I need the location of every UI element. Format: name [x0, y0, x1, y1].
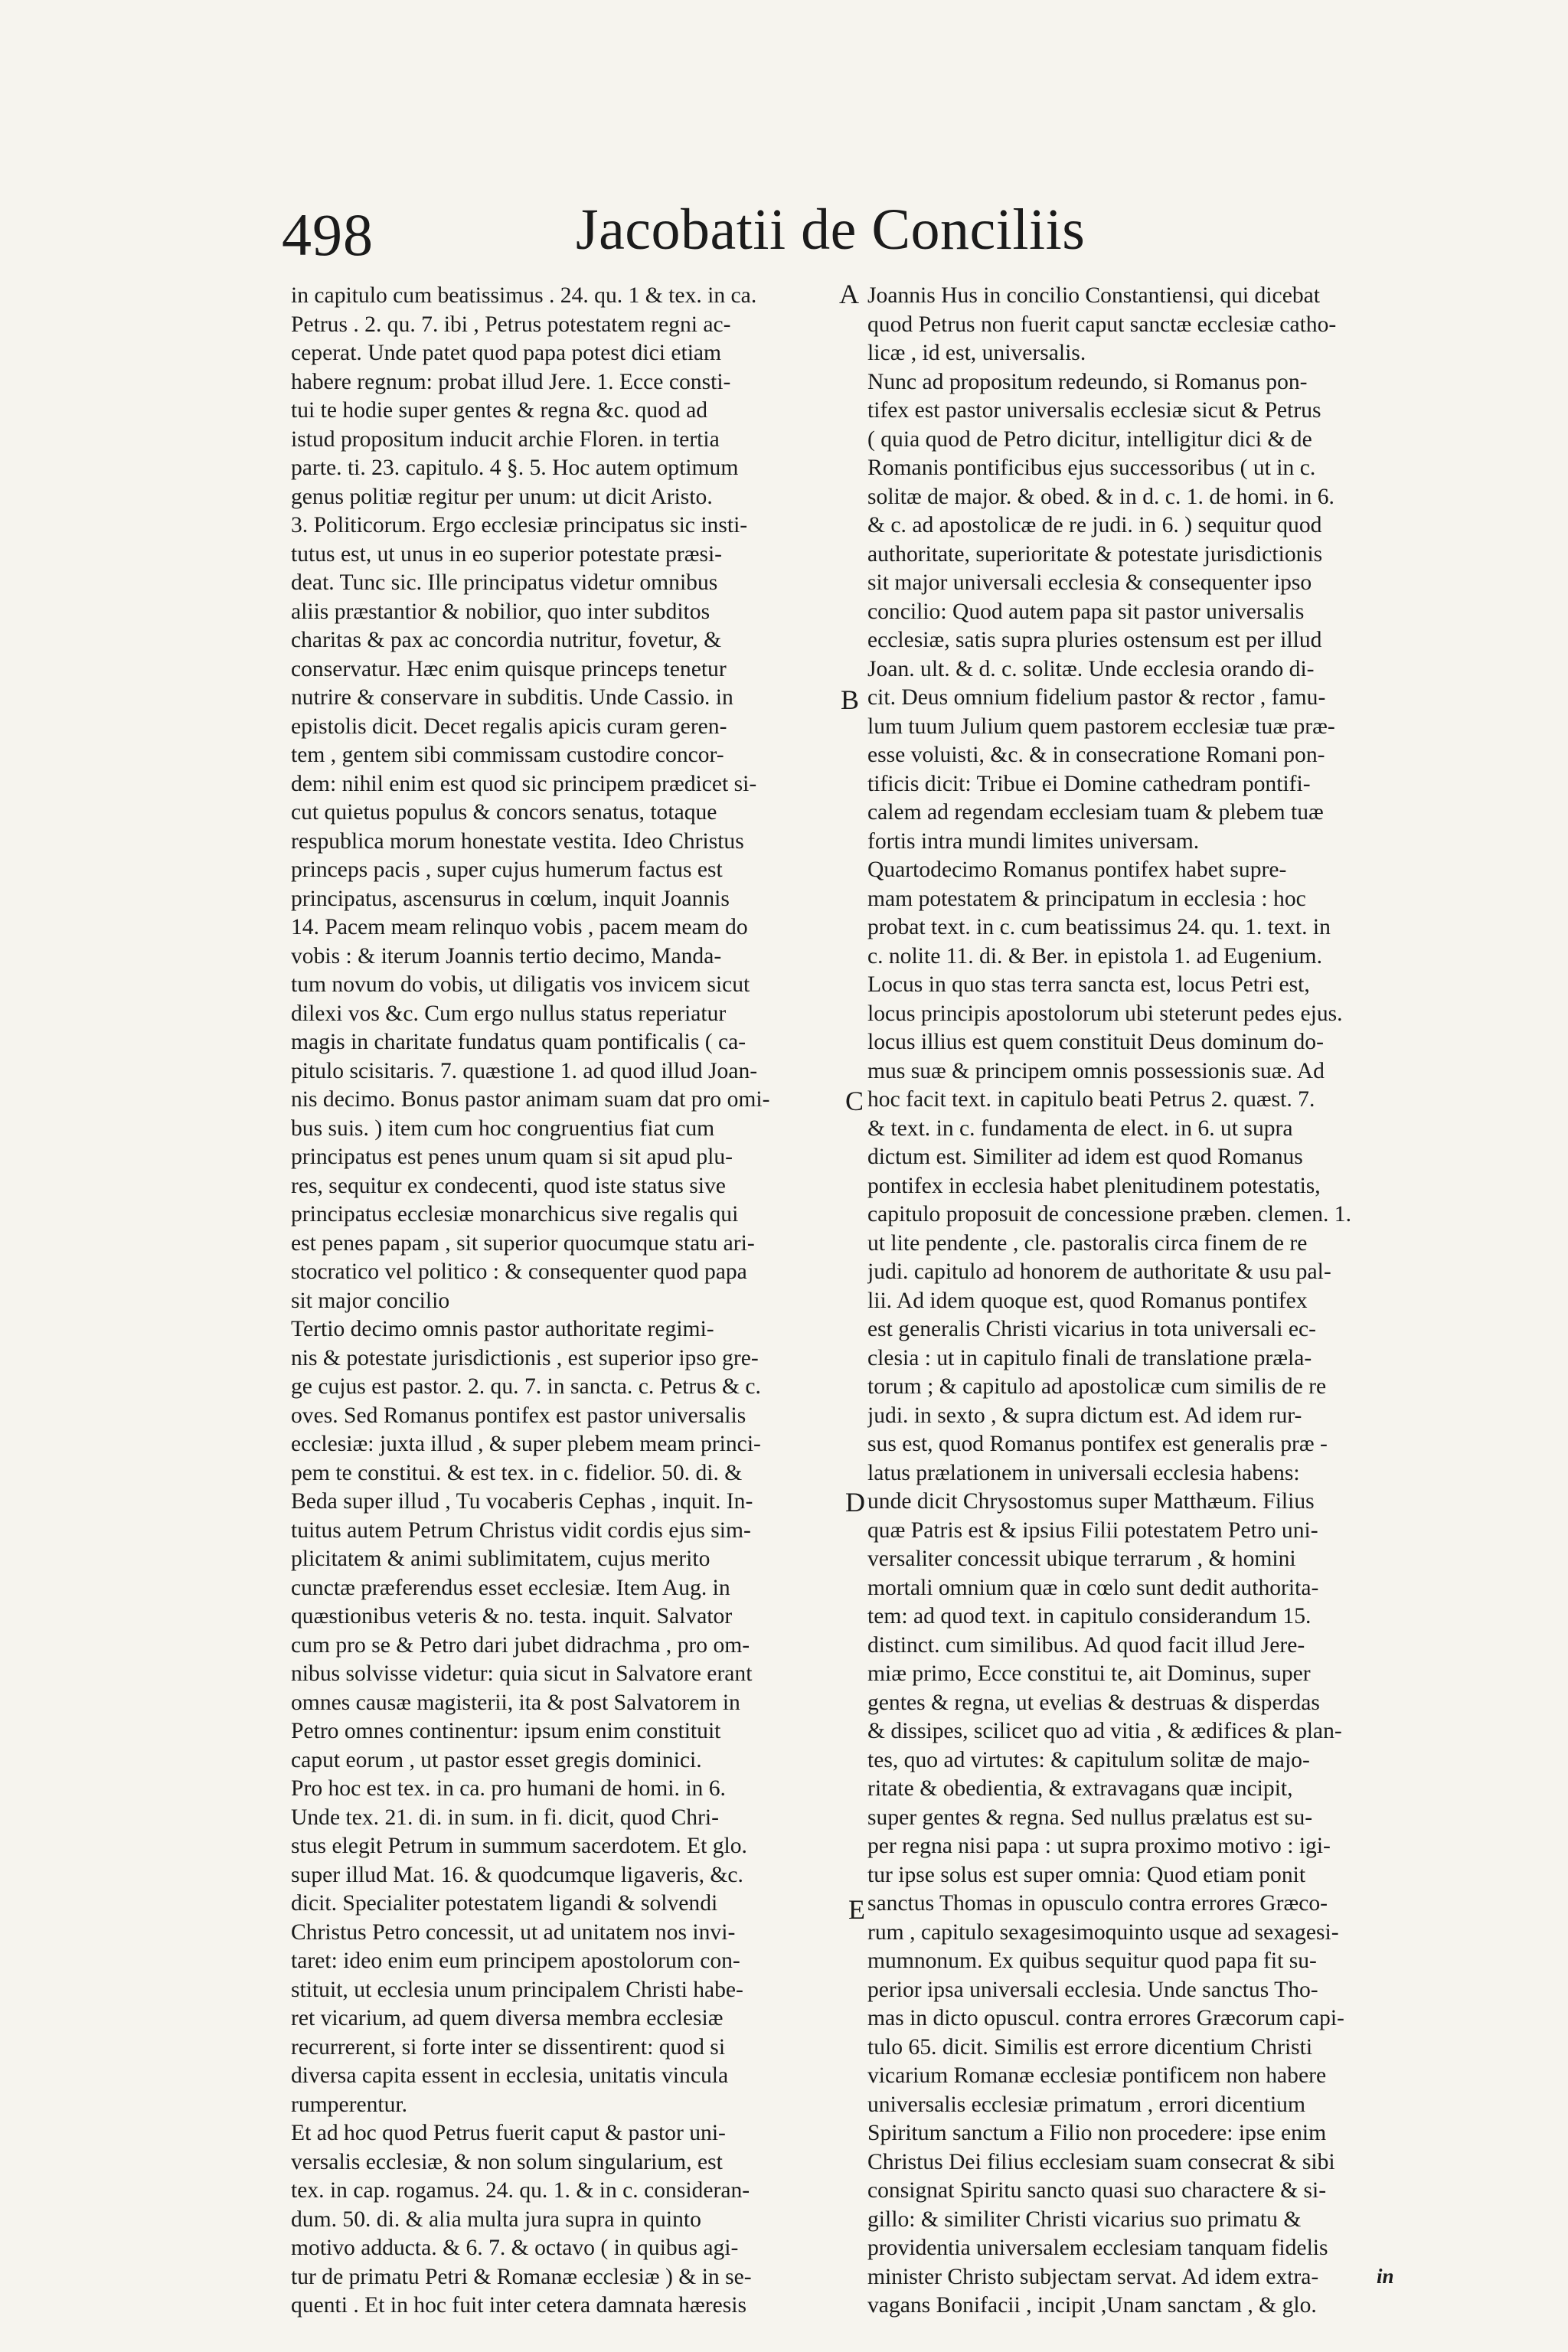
text-line: oves. Sed Romanus pontifex est pastor universalis — [291, 1403, 746, 1428]
text-line: principatus est penes unum quam si sit apud plu- — [291, 1145, 733, 1169]
text-line: ret vicarium, ad quem diversa membra ecclesiæ — [291, 2006, 724, 2030]
text-line: respublica morum honestate vestita. Ideo Christus — [291, 828, 744, 854]
text-line: capitulo proposuit de concessione præben. clemen. 1. — [867, 1202, 1351, 1227]
text-line: solitæ de major. & obed. & in d. c. 1. de homi. in 6. — [867, 484, 1334, 509]
text-line: sanctus Thomas in opusculo contra errores Græco- — [867, 1891, 1328, 1916]
left-text-column — [291, 282, 827, 2321]
text-line: ( quia quod de Petro dicitur, intelligitur dici & de — [867, 426, 1312, 452]
text-line: ceperat. Unde patet quod papa potest dici etiam — [291, 341, 722, 365]
text-line: super gentes & regna. Sed nullus prælatus est su- — [867, 1805, 1313, 1830]
text-line: ecclesiæ, satis supra pluries ostensum est per illud — [867, 628, 1322, 652]
text-line: deat. Tunc sic. Ille principatus videtur omnibus — [291, 570, 718, 595]
text-line: Beda super illud , Tu vocaberis Cephas , inquit. In- — [291, 1489, 753, 1514]
text-line: Spiritum sanctum a Filio non procedere: ipse enim — [867, 2121, 1327, 2145]
margin-letter-d: D — [845, 1487, 865, 1517]
text-line: conservatur. Hæc enim quisque princeps tenetur — [291, 656, 727, 681]
text-line: dictum est. Similiter ad idem est quod Romanus — [867, 1145, 1303, 1169]
text-line: 3. Politicorum. Ergo ecclesiæ principatus sic insti- — [291, 513, 748, 537]
text-line: ritate & obedientia, & extravagans quæ incipit, — [867, 1776, 1293, 1801]
text-line: rumperentur. — [291, 2092, 408, 2117]
text-line: taret: ideo enim eum principem apostolorum con- — [291, 1949, 740, 1973]
catchword: in — [1377, 2265, 1394, 2288]
text-line: mortali omnium quæ in cœlo sunt dedit authorita- — [867, 1575, 1319, 1600]
text-line: est generalis Christi vicarius in tota universali ec- — [867, 1317, 1316, 1341]
text-line: in capitulo cum beatissimus . 24. qu. 1 & tex. in ca. — [291, 283, 757, 308]
text-line: quæ Patris est & ipsius Filii potestatem Petro uni- — [867, 1517, 1318, 1543]
text-line: caput eorum , ut pastor esset gregis dominici. — [291, 1747, 702, 1772]
text-line: Quartodecimo Romanus pontifex habet supre- — [867, 858, 1287, 882]
text-line: sit major concilio — [291, 1288, 450, 1313]
text-line: mam potestatem & principatum in ecclesia : hoc — [867, 886, 1306, 911]
text-line: judi. in sexto , & supra dictum est. Ad idem rur- — [867, 1403, 1302, 1428]
text-line: consignat Spiritu sancto quasi suo charactere & si- — [867, 2178, 1327, 2203]
text-line: Pro hoc est tex. in ca. pro humani de homi. in 6. — [291, 1776, 726, 1801]
text-line: sit major universali ecclesia & consequenter ipso — [867, 570, 1312, 595]
text-line: tifex est pastor universalis ecclesiæ sicut & Petrus — [867, 398, 1321, 423]
text-line: stus elegit Petrum in summum sacerdotem. Et glo. — [291, 1834, 747, 1858]
text-line: gillo: & similiter Christi vicarius suo primatu & — [867, 2207, 1302, 2232]
text-line: cut quietus populus & concors senatus, totaque — [291, 800, 717, 825]
text-line: Nunc ad propositum redeundo, si Romanus pon- — [867, 369, 1308, 394]
text-line: nibus solvisse videtur: quia sicut in Salvatore erant — [291, 1661, 753, 1686]
text-line: Joannis Hus in concilio Constantiensi, qui dicebat — [867, 283, 1320, 308]
margin-letter-c: C — [845, 1086, 864, 1116]
text-line: Et ad hoc quod Petrus fuerit caput & pastor uni- — [291, 2121, 726, 2145]
text-line: pem te constitui. & est tex. in c. fidelior. 50. di. & — [291, 1460, 743, 1485]
text-line: dilexi vos &c. Cum ergo nullus status reperiatur — [291, 1001, 727, 1026]
text-line: parte. ti. 23. capitulo. 4 §. 5. Hoc autem optimum — [291, 456, 739, 480]
text-line: mus suæ & principem omnis possessionis suæ. Ad — [867, 1058, 1325, 1083]
text-line: tuitus autem Petrum Christus vidit cordis ejus sim- — [291, 1517, 751, 1543]
text-line: magis in charitate fundatus quam pontificalis ( ca- — [291, 1030, 746, 1054]
text-line: lii. Ad idem quoque est, quod Romanus pontifex — [867, 1288, 1308, 1313]
text-line: sus est, quod Romanus pontifex est generalis præ - — [867, 1432, 1328, 1456]
text-line: nis decimo. Bonus pastor animam suam dat pro omi- — [291, 1087, 770, 1112]
text-line: dum. 50. di. & alia multa jura supra in quinto — [291, 2207, 701, 2232]
text-line: tificis dicit: Tribue ei Domine cathedram pontifi- — [867, 771, 1311, 796]
text-line: dicit. Specialiter potestatem ligandi & solvendi — [291, 1891, 718, 1916]
text-line: vobis : & iterum Joannis tertio decimo, Manda- — [291, 943, 722, 969]
text-line: charitas & pax ac concordia nutritur, fovetur, & — [291, 628, 722, 652]
text-line: calem ad regendam ecclesiam tuam & plebem tuæ — [867, 800, 1324, 825]
text-line: super illud Mat. 16. & quodcumque ligaveris, &c. — [291, 1862, 743, 1887]
text-line: genus politiæ regitur per unum: ut dicit Aristo. — [291, 484, 713, 509]
text-line: probat text. in c. cum beatissimus 24. qu. 1. text. in — [867, 915, 1331, 939]
text-line: vagans Bonifacii , incipit ,Unam sanctam , & glo. — [867, 2293, 1317, 2318]
text-line: tes, quo ad virtutes: & capitulum solitæ de majo- — [867, 1747, 1310, 1772]
text-line: Tertio decimo omnis pastor authoritate regimi- — [291, 1317, 714, 1341]
text-line: concilio: Quod autem papa sit pastor universalis — [867, 599, 1305, 624]
text-line: stocratico vel politico : & consequenter quod papa — [291, 1259, 747, 1284]
text-line: Joan. ult. & d. c. solitæ. Unde ecclesia orando di- — [867, 656, 1315, 681]
text-line: tex. in cap. rogamus. 24. qu. 1. & in c. consideran- — [291, 2178, 750, 2203]
text-line: perior ipsa universali ecclesia. Unde sanctus Tho- — [867, 1977, 1318, 2002]
text-line: pontifex in ecclesia habet plenitudinem potestatis, — [867, 1173, 1321, 1198]
text-line: quenti . Et in hoc fuit inter cetera damnata hæresis — [291, 2293, 746, 2318]
text-line: pitulo scisitaris. 7. quæstione 1. ad quod illud Joan- — [291, 1058, 758, 1083]
text-line: hoc facit text. in capitulo beati Petrus 2. quæst. 7. — [867, 1087, 1315, 1112]
text-line: Petro omnes continentur: ipsum enim constituit — [291, 1719, 721, 1743]
text-line: locus illius est quem constituit Deus dominum do- — [867, 1030, 1324, 1054]
right-text-column — [867, 282, 1420, 2321]
text-line: res, sequitur ex condecenti, quod iste status sive — [291, 1173, 726, 1198]
text-line: Locus in quo stas terra sancta est, locus Petri est, — [867, 972, 1310, 997]
text-line: tui te hodie super gentes & regna &c. quod ad — [291, 398, 708, 423]
text-line: fortis intra mundi limites universam. — [867, 828, 1200, 854]
text-line: clesia : ut in capitulo finali de translatione præla- — [867, 1345, 1312, 1370]
margin-letter-a: A — [839, 279, 859, 309]
text-line: vicarium Romanæ ecclesiæ pontificem non habere — [867, 2063, 1327, 2088]
text-line: lum tuum Julium quem pastorem ecclesiæ tuæ præ- — [867, 714, 1335, 739]
text-line: tutus est, ut unus in eo superior potestate præsi- — [291, 541, 723, 567]
text-line: tur ipse solus est super omnia: Quod etiam ponit — [867, 1862, 1306, 1887]
text-line: bus suis. ) item cum hoc congruentius fiat cum — [291, 1116, 715, 1141]
text-line: habere regnum: probat illud Jere. 1. Ecce consti- — [291, 369, 731, 394]
text-line: ut lite pendente , cle. pastoralis circa finem de re — [867, 1230, 1308, 1256]
text-line: tem , gentem sibi commissam custodire concor- — [291, 743, 724, 767]
text-line: stituit, ut ecclesia unum principalem Christi habe- — [291, 1977, 743, 2002]
text-line: torum ; & capitulo ad apostolicæ cum similis de re — [867, 1374, 1327, 1399]
text-line: est penes papam , sit superior quocumque statu ari- — [291, 1230, 755, 1256]
text-line: authoritate, superioritate & potestate jurisdictionis — [867, 541, 1323, 567]
text-line: tum novum do vobis, ut diligatis vos invicem sicut — [291, 972, 750, 997]
text-line: tulo 65. dicit. Similis est errore dicentium Christi — [867, 2034, 1313, 2060]
text-line: Christus Dei filius ecclesiam suam consecrat & sibi — [867, 2149, 1335, 2174]
text-line: plicitatem & animi sublimitatem, cujus merito — [291, 1547, 710, 1571]
text-line: mumnonum. Ex quibus sequitur quod papa fit su- — [867, 1949, 1317, 1973]
text-line: principatus, ascensurus in cœlum, inquit Joannis — [291, 886, 730, 911]
text-line: ecclesiæ: juxta illud , & super plebem meam princi- — [291, 1432, 761, 1456]
text-line: locus principis apostolorum ubi steterunt pedes ejus. — [867, 1001, 1343, 1026]
text-line: recurrerent, si forte inter se dissentirent: quod si — [291, 2034, 726, 2060]
text-line: mas in dicto opuscul. contra errores Græcorum capi- — [867, 2006, 1344, 2030]
text-line: per regna nisi papa : ut supra proximo motivo : igi- — [867, 1834, 1331, 1858]
text-line: versaliter concessit ubique terrarum , & homini — [867, 1547, 1296, 1571]
text-line: cit. Deus omnium fidelium pastor & rector , famu- — [867, 685, 1326, 710]
text-line: esse voluisti, &c. & in consecratione Romani pon- — [867, 743, 1325, 767]
text-line: distinct. cum similibus. Ad quod facit illud Jere- — [867, 1632, 1305, 1658]
text-line: Christus Petro concessit, ut ad unitatem nos invi- — [291, 1919, 736, 1945]
text-line: Unde tex. 21. di. in sum. in fi. dicit, quod Chri- — [291, 1805, 719, 1830]
text-line: judi. capitulo ad honorem de authoritate & usu pal- — [867, 1259, 1331, 1284]
text-line: rum , capitulo sexagesimoquinto usque ad sexagesi- — [867, 1919, 1339, 1945]
page-number: 498 — [282, 201, 374, 268]
text-line: gentes & regna, ut evelias & destruas & disperdas — [867, 1690, 1320, 1715]
text-line: miæ primo, Ecce constitui te, ait Dominus, super — [867, 1661, 1311, 1686]
text-line: diversa capita essent in ecclesia, unitatis vincula — [291, 2063, 729, 2088]
text-line: latus prælationem in universali ecclesia habens: — [867, 1460, 1300, 1485]
text-line: aliis præstantior & nobilior, quo inter subditos — [291, 599, 710, 624]
text-line: providentia universalem ecclesiam tanquam fidelis — [867, 2236, 1328, 2260]
text-line: cum pro se & Petro dari jubet didrachma , pro om- — [291, 1632, 750, 1658]
text-line: Romanis pontificibus ejus successoribus ( ut in c. — [867, 456, 1316, 480]
text-line: omnes causæ magisterii, ita & post Salvatorem in — [291, 1690, 740, 1715]
text-line: c. nolite 11. di. & Ber. in epistola 1. ad Eugenium. — [867, 943, 1322, 969]
text-line: unde dicit Chrysostomus super Matthæum. Filius — [867, 1489, 1315, 1514]
text-line: istud propositum inducit archie Floren. in tertia — [291, 426, 720, 452]
running-title: Jacobatii de Conciliis — [576, 198, 1086, 262]
text-line: nis & potestate jurisdictionis , est superior ipso gre- — [291, 1345, 759, 1370]
margin-letter-e: E — [848, 1894, 865, 1925]
text-line: 14. Pacem meam relinquo vobis , pacem meam do — [291, 915, 748, 939]
text-line: quod Petrus non fuerit caput sanctæ ecclesiæ catho- — [867, 312, 1337, 337]
text-line: & c. ad apostolicæ de re judi. in 6. ) sequitur quod — [867, 513, 1322, 537]
text-line: cunctæ præferendus esset ecclesiæ. Item Aug. in — [291, 1575, 730, 1600]
text-line: princeps pacis , super cujus humerum factus est — [291, 858, 723, 882]
text-line: minister Christo subjectam servat. Ad idem extra- — [867, 2264, 1319, 2289]
text-line: dem: nihil enim est quod sic principem prædicet si- — [291, 771, 757, 796]
text-line: licæ , id est, universalis. — [867, 341, 1086, 365]
text-line: ge cujus est pastor. 2. qu. 7. in sancta. c. Petrus & c. — [291, 1374, 761, 1399]
text-line: principatus ecclesiæ monarchicus sive regalis qui — [291, 1202, 739, 1227]
text-line: Petrus . 2. qu. 7. ibi , Petrus potestatem regni ac- — [291, 312, 731, 337]
text-line: quæstionibus veteris & no. testa. inquit. Salvator — [291, 1604, 733, 1628]
text-line: & dissipes, scilicet quo ad vitia , & ædifices & plan- — [867, 1719, 1342, 1743]
text-line: & text. in c. fundamenta de elect. in 6. ut supra — [867, 1116, 1293, 1141]
text-line: motivo adducta. & 6. 7. & octavo ( in quibus agi- — [291, 2236, 739, 2260]
margin-letter-b: B — [841, 684, 860, 715]
text-line: tur de primatu Petri & Romanæ ecclesiæ ) & in se- — [291, 2264, 752, 2289]
text-line: nutrire & conservare in subditis. Unde Cassio. in — [291, 685, 733, 710]
text-line: versalis ecclesiæ, & non solum singularium, est — [291, 2149, 723, 2174]
text-line: epistolis dicit. Decet regalis apicis curam geren- — [291, 714, 727, 739]
text-line: tem: ad quod text. in capitulo considerandum 15. — [867, 1604, 1312, 1628]
text-line: universalis ecclesiæ primatum , errori dicentium — [867, 2092, 1305, 2117]
